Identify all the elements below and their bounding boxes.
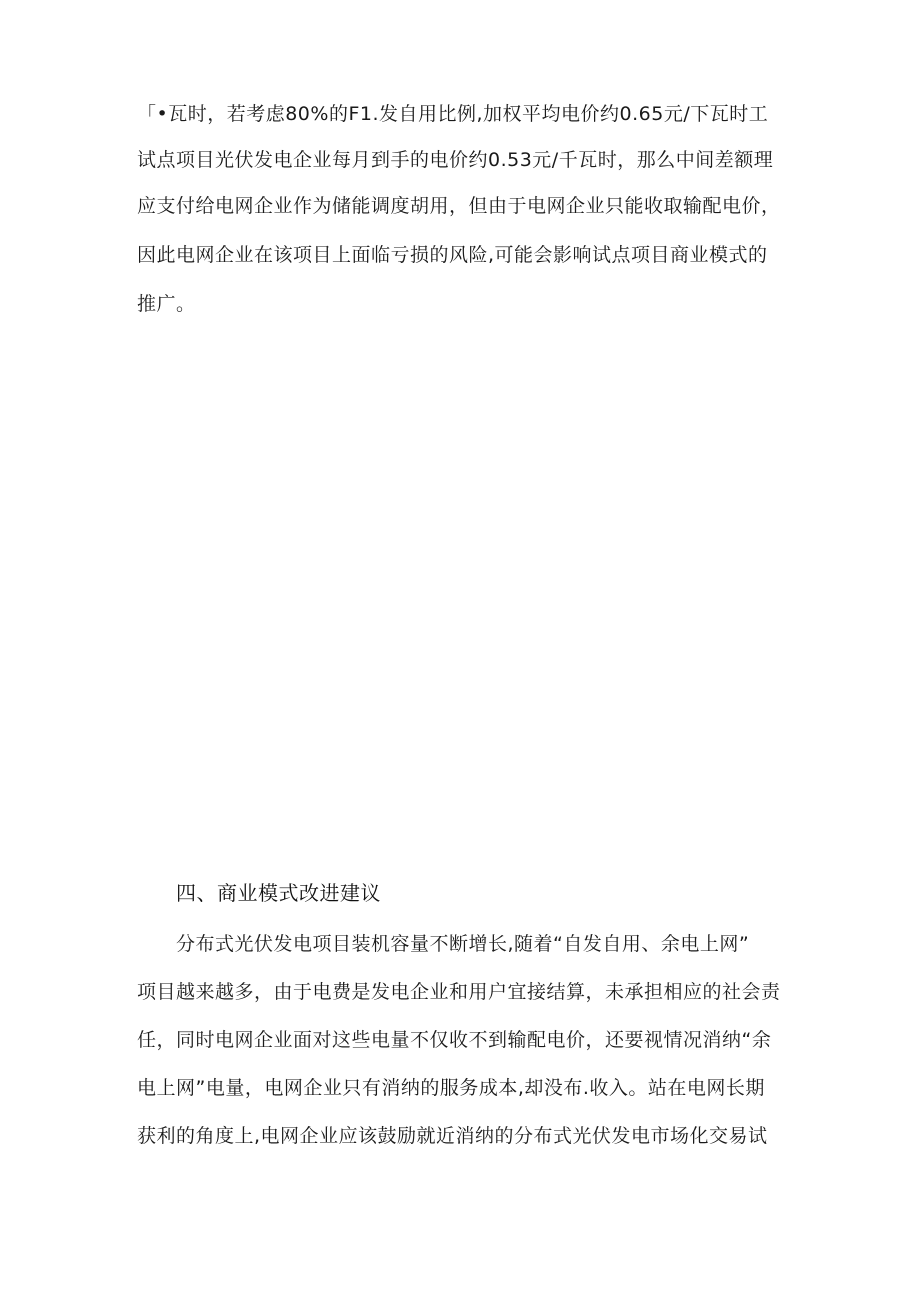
paragraph-line: 项目越来越多，由于电费是发电企业和用户宜接结算，未承担相应的社会责 bbox=[137, 981, 781, 1003]
section-heading: 四、商业模式改进建议 bbox=[176, 881, 381, 905]
paragraph-line: 因此电网企业在该项目上面临亏损的风险,可能会影响试点项目商业模式的 bbox=[137, 244, 768, 266]
paragraph-line: 分布式光伏发电项目装机容量不断增长,随着“自发自用、余电上网” bbox=[176, 933, 750, 955]
paragraph-line: 「•瓦时，若考虑80%的F1.发自用比例,加权平均电价约0.65元/下瓦时工 bbox=[137, 103, 769, 125]
paragraph-line: 获利的角度上,电网企业应该鼓励就近消纳的分布式光伏发电市场化交易试 bbox=[137, 1125, 768, 1147]
paragraph-line: 推广。 bbox=[137, 293, 196, 315]
paragraph-line: 任，同时电网企业面对这些电量不仅收不到输配电价，还要视情况消纳“余 bbox=[137, 1029, 772, 1051]
paragraph-line: 应支付给电网企业作为储能调度胡用，但由于电网企业只能收取输配电价， bbox=[137, 195, 781, 217]
paragraph-line: 试点项目光伏发电企业每月到手的电价约0.53元/千瓦时，那么中间差额理 bbox=[137, 149, 774, 171]
paragraph-line: 电上网”电量，电网企业只有消纳的服务成本,却没布.收入。站在电网长期 bbox=[137, 1077, 765, 1099]
